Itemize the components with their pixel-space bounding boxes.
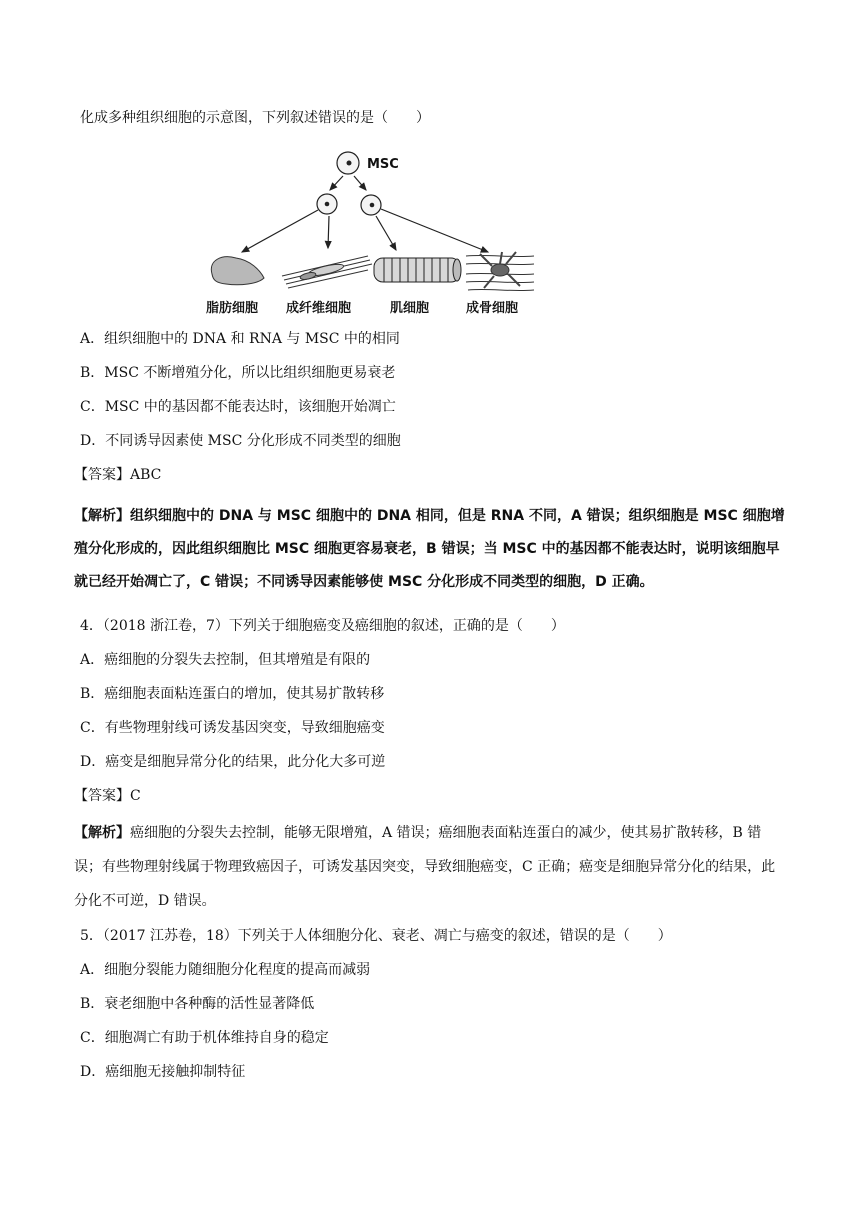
bone-cell-label: 成骨细胞 [466, 301, 519, 316]
msc-cell [337, 152, 359, 174]
fat-cell-label: 脂肪细胞 [206, 301, 259, 316]
q3-answer: 【答案】ABC [74, 467, 162, 483]
q3-option-d: D．不同诱导因素使 MSC 分化形成不同类型的细胞 [80, 433, 401, 449]
question-3-stem-tail: 化成多种组织细胞的示意图，下列叙述错误的是（ ） [80, 110, 430, 126]
q5-option-a: A．细胞分裂能力随细胞分化程度的提高而减弱 [80, 962, 371, 978]
daughter-cell-left [317, 194, 337, 214]
msc-label: MSC [367, 157, 399, 172]
fat-cell-drawing [211, 257, 264, 285]
msc-differentiation-figure [200, 146, 540, 318]
q3-option-c: C．MSC 中的基因都不能表达时，该细胞开始凋亡 [80, 399, 396, 415]
q4-analysis-tag: 【解析】 [74, 825, 130, 841]
q5-option-c: C．细胞凋亡有助于机体维持自身的稳定 [80, 1030, 329, 1046]
q4-analysis [74, 816, 786, 918]
q4-option-b: B．癌细胞表面粘连蛋白的增加，使其易扩散转移 [80, 686, 385, 702]
muscle-cell-drawing [374, 258, 461, 282]
q3-option-a: A．组织细胞中的 DNA 和 RNA 与 MSC 中的相同 [80, 331, 400, 347]
q3-option-b: B．MSC 不断增殖分化，所以比组织细胞更易衰老 [80, 365, 396, 381]
q4-analysis-text: 癌细胞的分裂失去控制，能够无限增殖，A 错误；癌细胞表面粘连蛋白的减少，使其易扩散转移，B 错误；有些物理射线属于物理致癌因子，可诱发基因突变，导致细胞癌变，C 正确；癌变是细胞异常分化的结果，此分化不可逆，D 错误。 [74, 825, 776, 909]
q5-option-d: D．癌细胞无接触抑制特征 [80, 1064, 246, 1080]
question-4-stem: 4．（2018 浙江卷，7）下列关于细胞癌变及癌细胞的叙述，正确的是（ ） [80, 618, 565, 634]
q4-option-a: A．癌细胞的分裂失去控制，但其增殖是有限的 [80, 652, 371, 668]
q5-option-b: B．衰老细胞中各种酶的活性显著降低 [80, 996, 315, 1012]
daughter-cell-right [361, 195, 381, 215]
q4-answer: 【答案】C [74, 788, 141, 804]
muscle-cell-label: 肌细胞 [390, 301, 430, 316]
bone-cell-drawing [466, 252, 534, 291]
q4-option-c: C．有些物理射线可诱发基因突变，导致细胞癌变 [80, 720, 385, 736]
fibroblast-drawing [282, 256, 372, 288]
question-5-stem: 5．（2017 江苏卷，18）下列关于人体细胞分化、衰老、凋亡与癌变的叙述，错误的是（ ） [80, 928, 672, 944]
q3-analysis: 【解析】组织细胞中的 DNA 与 MSC 细胞中的 DNA 相同，但是 RNA 不同，A 错误；组织细胞是 MSC 细胞增殖分化形成的，因此组织细胞比 MSC 细胞更容易衰老，B 错误；当 MSC 中的基因都不能表达时，说明该细胞早就已经开始凋亡了，C 错误；不同诱导因素能够使 MSC 分化形成不同类型的细胞，D 正确。 [74, 508, 785, 590]
q4-option-d: D．癌变是细胞异常分化的结果，此分化大多可逆 [80, 754, 386, 770]
fibroblast-label: 成纤维细胞 [286, 301, 352, 316]
